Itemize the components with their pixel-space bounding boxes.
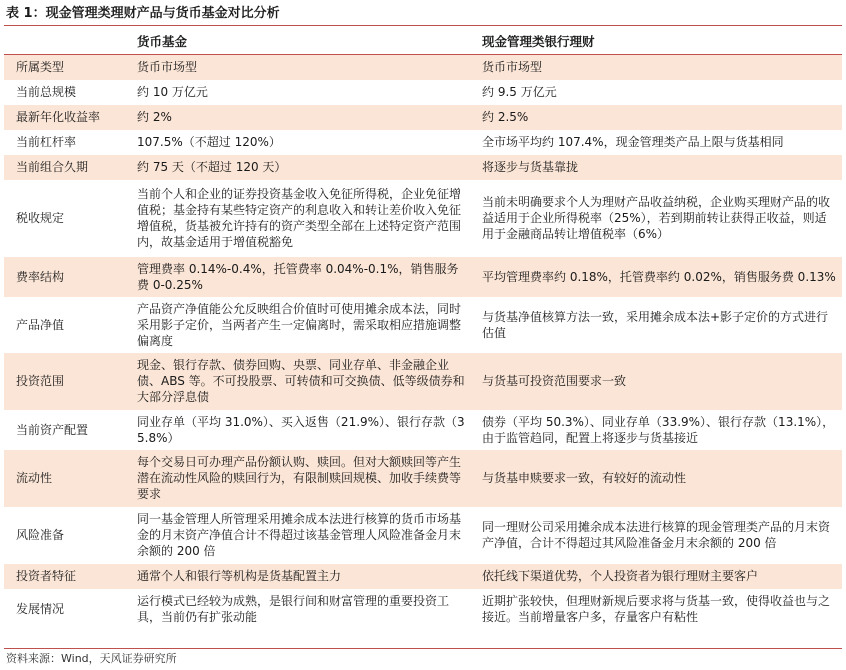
table-row (4, 353, 842, 410)
wealth-cell: 依托线下渠道优势，个人投资者为银行理财主要客户 (472, 564, 842, 589)
wealth-cell: 全市场平均约 107.4%，现金管理类产品上限与货基相同 (472, 130, 842, 155)
title-divider (4, 25, 842, 26)
fund-cell: 每个交易日可办理产品份额认购、赎回。但对大额赎回等产生潜在流动性风险的赎回行为，有限制赎回规模、加收手续费等要求 (127, 450, 472, 507)
wealth-cell: 同一理财公司采用摊余成本法进行核算的现金管理类产品的月末资产净值，合计不得超过其风险准备金月末余额的 200 倍 (472, 507, 842, 564)
table-row (4, 80, 842, 105)
row-label: 税收规定 (4, 180, 127, 257)
row-label: 当前总规模 (4, 80, 127, 105)
row-label: 费率结构 (4, 257, 127, 297)
fund-cell: 货币市场型 (127, 55, 472, 80)
wealth-cell: 约 2.5% (472, 105, 842, 130)
table-row (4, 257, 842, 297)
table-row (4, 450, 842, 507)
fund-cell: 约 10 万亿元 (127, 80, 472, 105)
fund-cell: 107.5%（不超过 120%） (127, 130, 472, 155)
comparison-table (4, 28, 842, 629)
table-row (4, 55, 842, 80)
table-row (4, 180, 842, 257)
wealth-cell: 与货基申赎要求一致，有较好的流动性 (472, 450, 842, 507)
bottom-divider (4, 648, 842, 649)
row-label: 流动性 (4, 450, 127, 507)
wealth-cell: 货币市场型 (472, 55, 842, 80)
source-note: 资料来源：Wind，天风证券研究所 (6, 652, 177, 665)
table-title: 表 1：现金管理类理财产品与货币基金对比分析 (6, 6, 280, 21)
row-label: 当前杠杆率 (4, 130, 127, 155)
fund-cell: 约 2% (127, 105, 472, 130)
row-label: 发展情况 (4, 589, 127, 629)
table-row (4, 297, 842, 353)
wealth-cell: 与货基可投资范围要求一致 (472, 353, 842, 410)
row-label: 最新年化收益率 (4, 105, 127, 130)
wealth-cell: 平均管理费率约 0.18%，托管费率约 0.02%，销售服务费 0.13% (472, 257, 842, 297)
table-row (4, 155, 842, 180)
table-row (4, 564, 842, 589)
row-label: 所属类型 (4, 55, 127, 80)
wealth-cell: 与货基净值核算方法一致，采用摊余成本法+影子定价的方式进行估值 (472, 297, 842, 353)
wealth-cell: 当前未明确要求个人为理财产品收益纳税，企业购买理财产品的收益适用于企业所得税率（25%），若到期前转让获得正收益，则适用于金融商品转让增值税率（6%） (472, 180, 842, 257)
fund-cell: 现金、银行存款、债券回购、央票、同业存单、非金融企业债、ABS 等。不可投股票、可转债和可交换债、低等级债券和大部分浮息债 (127, 353, 472, 410)
header-empty (4, 28, 127, 55)
row-label: 投资者特征 (4, 564, 127, 589)
row-label: 当前组合久期 (4, 155, 127, 180)
wealth-cell: 约 9.5 万亿元 (472, 80, 842, 105)
table-row (4, 105, 842, 130)
fund-cell: 产品资产净值能公允反映组合价值时可使用摊余成本法，同时采用影子定价，当两者产生一定偏离时，需采取相应措施调整偏离度 (127, 297, 472, 353)
fund-cell: 管理费率 0.14%-0.4%，托管费率 0.04%-0.1%，销售服务费 0-0.25% (127, 257, 472, 297)
row-label: 风险准备 (4, 507, 127, 564)
fund-cell: 同一基金管理人所管理采用摊余成本法进行核算的货币市场基金的月末资产净值合计不得超过该基金管理人风险准备金月末余额的 200 倍 (127, 507, 472, 564)
row-label: 产品净值 (4, 297, 127, 353)
row-label: 当前资产配置 (4, 410, 127, 450)
table-row (4, 589, 842, 629)
table-header-row (4, 28, 842, 55)
wealth-cell: 近期扩张较快，但理财新规后要求将与货基一致，使得收益也与之接近。当前增量客户多，存量客户有粘性 (472, 589, 842, 629)
table-row (4, 410, 842, 450)
fund-cell: 运行模式已经较为成熟，是银行间和财富管理的重要投资工具，当前仍有扩张动能 (127, 589, 472, 629)
row-label: 投资范围 (4, 353, 127, 410)
fund-cell: 通常个人和银行等机构是货基配置主力 (127, 564, 472, 589)
fund-cell: 同业存单（平均 31.0%）、买入返售（21.9%）、银行存款（35.8%） (127, 410, 472, 450)
wealth-cell: 债券（平均 50.3%）、同业存单（33.9%）、银行存款（13.1%），由于监管趋同，配置上将逐步与货基接近 (472, 410, 842, 450)
fund-cell: 当前个人和企业的证券投资基金收入免征所得税，企业免征增值税；基金持有某些特定资产的利息收入和转让差价收入免征增值税，货基被允许持有的资产类型全部在上述特定资产范围内，故基金适用于增值税豁免 (127, 180, 472, 257)
table-row (4, 507, 842, 564)
header-money-fund: 货币基金 (127, 28, 472, 55)
wealth-cell: 将逐步与货基靠拢 (472, 155, 842, 180)
table-row (4, 130, 842, 155)
fund-cell: 约 75 天（不超过 120 天） (127, 155, 472, 180)
header-cash-wealth: 现金管理类银行理财 (472, 28, 842, 55)
